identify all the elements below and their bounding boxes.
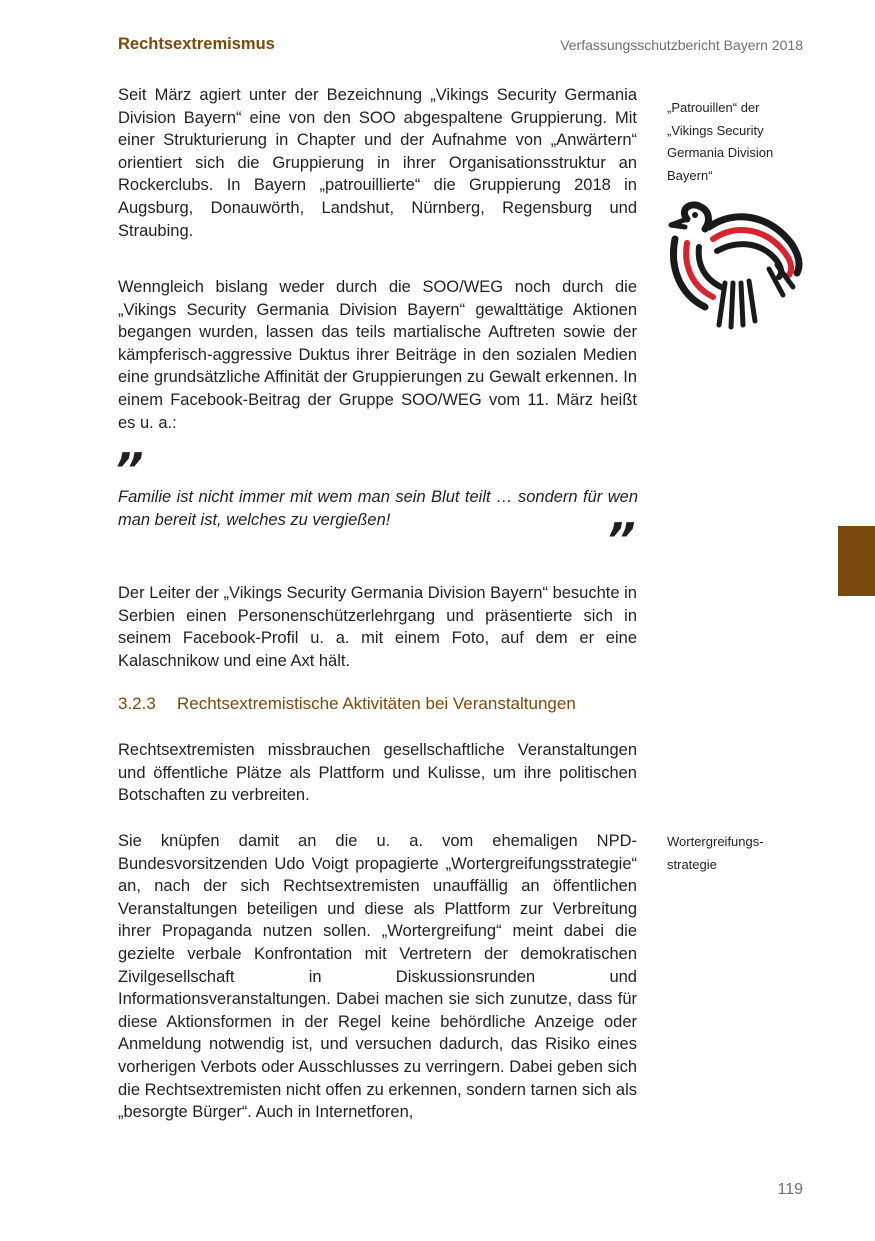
- paragraph-leader: Der Leiter der „Vikings Security Germania Division Bayern“ besuchte in Serbien einen Personenschützerlehrgang und präsentierte sich in seinem Facebook-Profil u. a. mit einem Foto, auf dem er eine Kalaschnikow und eine Axt hält.: [118, 584, 637, 670]
- paragraph-violence-affinity: Wenngleich bislang weder durch die SOO/WEG noch durch die „Vikings Security Germania Division Bayern“ gewalttätige Aktionen begangen wurden, lassen das teils martialische Auftreten sowie der kämpferisch-aggressive Duktus ihrer Beiträge in den sozialen Medien eine grundsätzliche Affinität der Gruppierungen zu Gewalt erkennen. In einem Facebook-Beitrag der Gruppe SOO/WEG vom 11. März heißt es u. a.:: [118, 278, 637, 432]
- quote-close-mark: ”: [606, 513, 636, 567]
- paragraph-events: Rechtsextremisten missbrauchen gesellschaftliche Veranstaltungen und öffentliche Plätze als Plattform und Kulisse, um ihre politischen Botschaften zu verbreiten.: [118, 741, 637, 805]
- section-number: 3.2.3: [118, 694, 156, 713]
- raven-icon: [665, 199, 803, 333]
- page-number: 119: [777, 1181, 803, 1198]
- quote-open-mark: ”: [114, 443, 144, 497]
- paragraph-wortergreifung: Sie knüpfen damit an die u. a. vom ehemaligen NPD-Bundesvorsitzenden Udo Voigt propagierte „Wortergreifungsstrategie“ an, nach der sich Rechtsextremisten unauffällig an öffentlichen Veranstaltungen beteiligen und diese als Plattform zur Verbreitung ihrer Propaganda nutzen sollen. „Wortergreifung“ meint dabei die gezielte verbale Konfrontation mit Vertretern der demokratischen Zivilgesellschaft in Diskussionsrunden und Informationsveranstaltungen. Dabei machen sie sich zunutze, dass für diese Aktionsformen in der Regel keine behördliche Anzeige oder Anmeldung notwendig ist, und versuchen dadurch, das Risiko eines vorherigen Verbots oder Ausschlusses zu verringern. Dabei geben sich die Rechtsextremisten nicht offen zu erkennen, sondern tarnen sich als „besorgte Bürger“. Auch in Internetforen,: [118, 832, 637, 1122]
- quote-text: Familie ist nicht immer mit wem man sein Blut teilt … sondern für wen man bereit ist, welches zu vergießen!: [118, 488, 638, 529]
- section-title: Rechtsextremistische Aktivitäten bei Veranstaltungen: [177, 694, 576, 713]
- chapter-tab-marker: [838, 526, 875, 596]
- section-heading: [118, 694, 576, 714]
- margin-note-patrouillen: „Patrouillen“ der „Vikings Security Germania Division Bayern“: [667, 100, 774, 183]
- chapter-title: Rechtsextremismus: [118, 35, 275, 53]
- publication-title: Verfassungsschutzbericht Bayern 2018: [560, 37, 803, 53]
- paragraph-vikings-intro: Seit März agiert unter der Bezeichnung „Vikings Security Germania Division Bayern“ eine von den SOO abgespaltene Gruppierung. Mit einer Strukturierung in Chapter und der Aufnahme von „Anwärtern“ orientiert sich die Gruppierung in ihrer Organisationsstruktur an Rockerclubs. In Bayern „patrouillierte“ die Gruppierung 2018 in Augsburg, Donauwörth, Landshut, Nürnberg, Regensburg und Straubing.: [118, 86, 637, 240]
- margin-note-wortergreifung: Wortergreifungs-strategie: [667, 834, 764, 872]
